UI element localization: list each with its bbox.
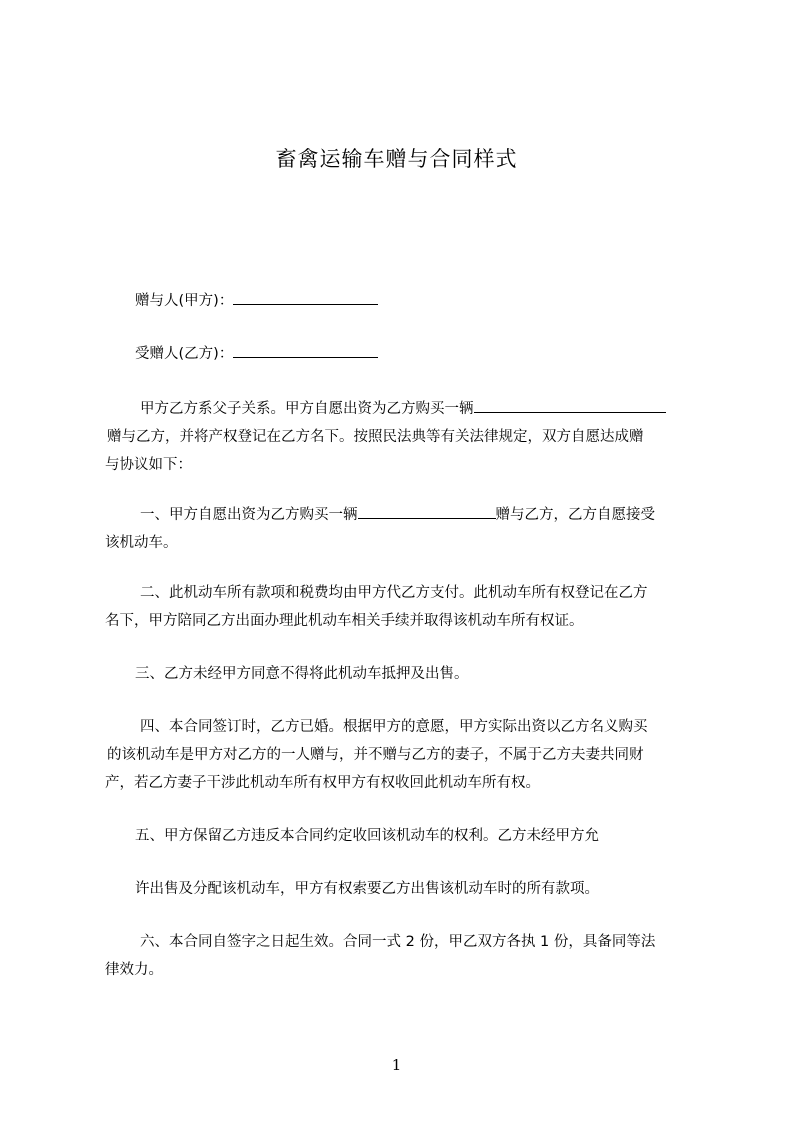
document-title: 畜禽运输车赠与合同样式 (275, 147, 518, 171)
donee-line (135, 339, 735, 369)
clause-2-line-1: 二、此机动车所有款项和税费均由甲方代乙方支付。此机动车所有权登记在乙方 (140, 585, 648, 601)
clause-6-line-1: 六、本合同自签字之日起生效。合同一式 2 份，甲乙双方各执 1 份，具备同等法 (140, 934, 656, 950)
donor-blank[interactable] (233, 290, 378, 305)
preamble-line-2: 赠与乙方，并将产权登记在乙方名下。按照民法典等有关法律规定，双方自愿达成赠 (107, 429, 644, 445)
donee-blank[interactable] (233, 343, 378, 358)
preamble-text-1: 甲方乙方系父子关系。甲方自愿出资为乙方购买一辆 (140, 401, 474, 417)
clause-3-line-1: 三、乙方未经甲方同意不得将此机动车抵押及出售。 (135, 666, 469, 682)
donor-line (135, 286, 735, 316)
vehicle-blank-1[interactable] (474, 398, 666, 413)
preamble-line-3: 与协议如下： (105, 457, 192, 473)
page-number: 1 (391, 1056, 402, 1074)
preamble-line-1 (140, 394, 740, 424)
clause-6-line-2: 律效力。 (105, 962, 163, 978)
clause-5-line-1: 五、甲方保留乙方违反本合同约定收回该机动车的权利。乙方未经甲方允 (135, 828, 599, 844)
clause-1-text-a: 一、甲方自愿出资为乙方购买一辆 (140, 507, 358, 523)
clause-4-line-1: 四、本合同签订时，乙方已婚。根据甲方的意愿，甲方实际出资以乙方名义购买 (140, 719, 648, 735)
donee-label: 受赠人(乙方)： (135, 346, 234, 362)
clause-1-line-2: 该机动车。 (105, 535, 178, 551)
clause-4-line-3: 产，若乙方妻子干涉此机动车所有权甲方有权收回此机动车所有权。 (105, 775, 540, 791)
clause-2-line-2: 名下，甲方陪同乙方出面办理此机动车相关手续并取得该机动车所有权证。 (105, 613, 584, 629)
clause-1-line-1 (140, 500, 740, 530)
vehicle-blank-2[interactable] (358, 504, 496, 519)
donor-label: 赠与人(甲方)： (135, 293, 234, 309)
clause-5-line-2: 许出售及分配该机动车，甲方有权索要乙方出售该机动车时的所有款项。 (135, 881, 599, 897)
clause-4-line-2: 的该机动车是甲方对乙方的一人赠与，并不赠与乙方的妻子，不属于乙方夫妻共同财 (107, 747, 644, 763)
clause-1-text-b: 赠与乙方，乙方自愿接受 (495, 507, 655, 523)
